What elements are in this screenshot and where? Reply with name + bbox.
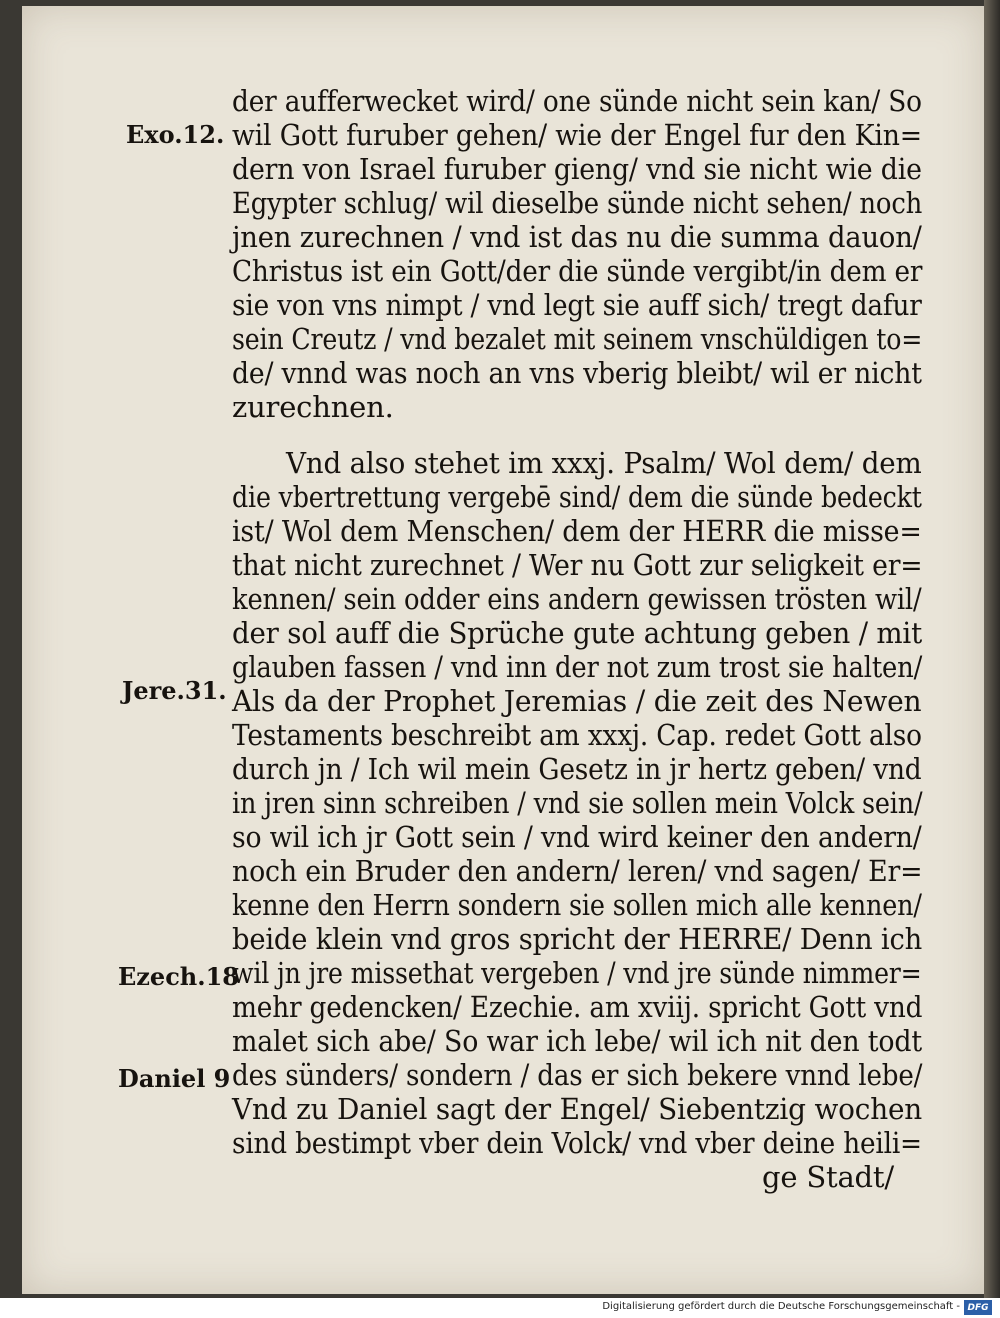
text-line: Egypter schlug/ wil dieselbe sünde nicht sehen/ noch	[232, 186, 923, 220]
text-line: glauben fassen / vnd inn der not zum trost sie halten/	[232, 650, 923, 684]
margin-note-jeremiah: Jere.31.	[122, 676, 227, 705]
text-line: de/ vnnd was noch an vns vberig bleibt/ wil er nicht	[232, 356, 922, 390]
text-line: beide klein vnd gros spricht der HERRE/ Denn ich	[232, 922, 923, 956]
text-line: zurechnen.	[232, 390, 394, 424]
margin-note-exodus: Exo.12.	[126, 120, 225, 149]
text-line: mehr gedencken/ Ezechie. am xviij. spricht Gott vnd	[232, 990, 923, 1024]
text-line: sie von vns nimpt / vnd legt sie auff sich/ tregt dafur	[232, 288, 922, 322]
page-edge	[984, 0, 1000, 1298]
text-line: Als da der Prophet Jeremias / die zeit des Newen	[232, 684, 922, 718]
text-line: sein Creutz / vnd bezalet mit seinem vnschüldigen to=	[232, 322, 923, 356]
footer-bar	[0, 1298, 1000, 1318]
text-line: wil jn jre missethat vergeben / vnd jre sünde nimmer=	[232, 956, 922, 990]
text-line: noch ein Bruder den andern/ leren/ vnd sagen/ Er=	[232, 854, 923, 888]
margin-note-daniel: Daniel 9	[118, 1064, 231, 1093]
text-line: wil Gott furuber gehen/ wie der Engel fur den Kin=	[232, 118, 922, 152]
text-line: ge Stadt/	[762, 1160, 894, 1194]
text-line: Vnd zu Daniel sagt der Engel/ Siebentzig wochen	[232, 1092, 923, 1126]
text-line: sind bestimpt vber dein Volck/ vnd vber deine heili=	[232, 1126, 922, 1160]
text-line: jnen zurechnen / vnd ist das nu die summa dauon/	[232, 220, 922, 254]
text-line: Vnd also stehet im xxxj. Psalm/ Wol dem/ dem	[286, 446, 922, 480]
text-line: so wil ich jr Gott sein / vnd wird keiner den andern/	[232, 820, 922, 854]
text-line: Testaments beschreibt am xxxj. Cap. redet Gott also	[232, 718, 922, 752]
funding-credit: Digitalisierung gefördert durch die Deutsche Forschungsgemeinschaft -	[602, 1301, 960, 1312]
margin-note-ezekiel: Ezech.18	[118, 962, 240, 991]
text-line: durch jn / Ich wil mein Gesetz in jr hertz geben/ vnd	[232, 752, 922, 786]
text-line: Christus ist ein Gott/der die sünde vergibt/in dem er	[232, 254, 923, 288]
text-line: des sünders/ sondern / das er sich bekere vnnd lebe/	[232, 1058, 923, 1092]
text-line: der sol auff die Sprüche gute achtung geben / mit	[232, 616, 923, 650]
text-line: ist/ Wol dem Menschen/ dem der HERR die misse=	[232, 514, 922, 548]
text-line: die vbertrettung vergebē sind/ dem die sünde bedeckt	[232, 480, 922, 514]
text-line: that nicht zurechnet / Wer nu Gott zur seligkeit er=	[232, 548, 923, 582]
text-line: der aufferwecket wird/ one sünde nicht sein kan/ So	[232, 84, 922, 118]
text-line: in jren sinn schreiben / vnd sie sollen mein Volck sein/	[232, 786, 923, 820]
text-line: kennen/ sein odder eins andern gewissen trösten wil/	[232, 582, 922, 616]
text-line: dern von Israel furuber gieng/ vnd sie nicht wie die	[232, 152, 922, 186]
text-line: malet sich abe/ So war ich lebe/ wil ich nit den todt	[232, 1024, 922, 1058]
book-page	[22, 6, 984, 1294]
text-line: kenne den Herrn sondern sie sollen mich alle kennen/	[232, 888, 922, 922]
dfg-logo-icon: DFG	[964, 1300, 992, 1315]
